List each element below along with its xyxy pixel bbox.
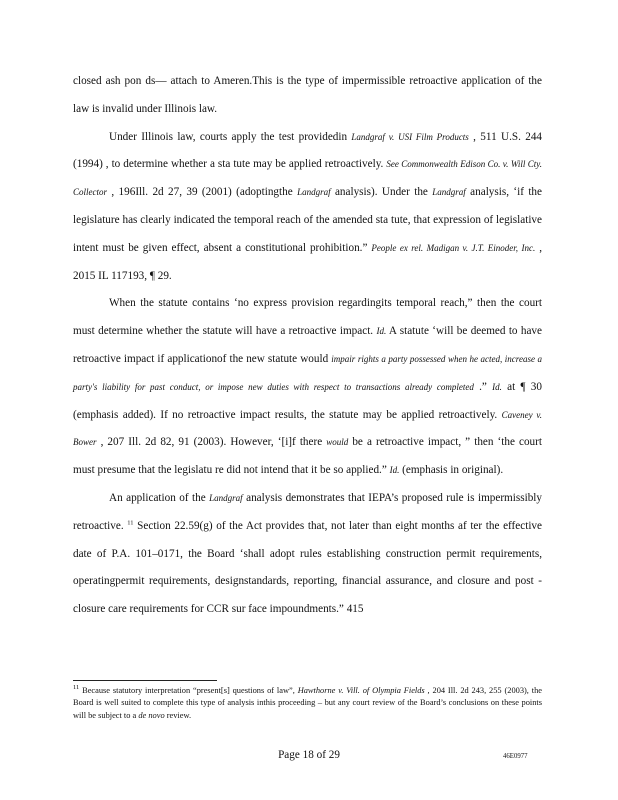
footnote-marker: 11 — [73, 684, 80, 692]
paragraph — [73, 124, 542, 291]
italic-citation: Landgraf — [432, 187, 466, 198]
text-run: An application of the — [109, 491, 210, 504]
text-run: (emphasis in original). — [399, 464, 504, 477]
footnote-divider — [73, 680, 217, 681]
body-text — [73, 68, 542, 624]
text-run: Section 22.59(g) of the Act provides that, not later than eight months af ter the effective date of P.A. 101–0171, the Board ‘shall adopt rules establishing construction permit requirements, operatingpermit requirements, designstandards, reporting, financial assurance, and closure and post -closure care requirements for CCR sur face impoundments.” 415 — [73, 519, 542, 616]
italic-citation: Id. — [389, 465, 400, 476]
text-run: , 2015 IL 117193, ¶ 29. — [73, 241, 542, 282]
text-run: , 196Ill. 2d 27, 39 (2001) (adoptingthe — [107, 186, 298, 199]
paragraph — [73, 68, 542, 124]
footnote — [73, 685, 542, 722]
text-run: A statute ‘will be deemed to have retroactive impact if applicationof the new statute would — [73, 325, 542, 365]
paragraph — [73, 290, 542, 485]
italic-citation: Landgraf v. USI Film Products — [351, 131, 469, 142]
text-run: analysis, ‘if the legislature has clearly indicated the temporal reach of the amended sta tute, that expression of legislative intent must be given effect, absent a constitutional prohibition.” — [73, 186, 542, 254]
italic-citation: Landgraf — [209, 492, 243, 503]
italic-citation: See Commonwealth Edison Co. v. Will Cty. Collector — [73, 159, 543, 198]
italic-citation: would — [326, 437, 349, 448]
italic-citation: impair rights a party possessed when he acted, increase a party's liability for past conduct, or impose new duties with respect to transactions already completed — [73, 353, 542, 392]
footnote-text — [73, 685, 542, 722]
italic-citation: Id. — [492, 381, 502, 392]
text-run: at ¶ 30 (emphasis added). If no retroactive impact results, the statute may be applied retroactively. — [73, 380, 542, 421]
text-run: analysis). Under the — [330, 186, 433, 199]
text-run: , 204 Ill. 2d 243, 255 (2003), the Board is well suited to complete this type of analysis inthis proceeding – but any court review of the Board’s conclusions on these points will be subject to a — [73, 686, 542, 720]
text-run: analysis demonstrates that IEPA’s proposed rule is impermissibly retroactive. — [73, 491, 542, 532]
text-run: .” — [473, 380, 493, 393]
italic-citation: Caveney v. Bower — [73, 409, 542, 448]
italic-citation: de novo — [138, 710, 165, 720]
paragraph — [73, 485, 542, 624]
footnote-marker: 11 — [127, 519, 134, 527]
text-run: , 511 U.S. 244 (1994) , to determine whether a sta tute may be applied retroactively. — [73, 130, 543, 171]
page-number: Page 18 of 29 — [278, 749, 340, 761]
italic-citation: Landgraf — [297, 187, 331, 198]
document-id: 46E0977 — [503, 753, 528, 760]
text-run: Because statutory interpretation “present[s] questions of law”, — [79, 686, 298, 695]
italic-citation: Hawthorne v. Vill. of Olympia Fields — [297, 686, 425, 695]
text-run: When the statute contains ‘no express provision regardingits temporal reach,” then the court must determine whether the statute will have a retroactive impact. — [73, 297, 542, 338]
text-run: closed ash pon ds— attach to Ameren.This is the type of impermissible retroactive application of the law is invalid under Illinois law. — [73, 75, 542, 115]
text-run: review. — [164, 710, 192, 720]
text-run: , 207 Ill. 2d 82, 91 (2003). However, ‘[i]f there — [96, 436, 327, 449]
text-run: Under Illinois law, courts apply the test providedin — [109, 130, 352, 143]
italic-citation: People ex rel. Madigan v. J.T. Einoder, Inc. — [371, 242, 536, 253]
italic-citation: Id. — [376, 326, 387, 337]
text-run: be a retroactive impact, ” then ‘the court must presume that the legislatu re did not intend that it be so applied.” — [73, 436, 542, 477]
